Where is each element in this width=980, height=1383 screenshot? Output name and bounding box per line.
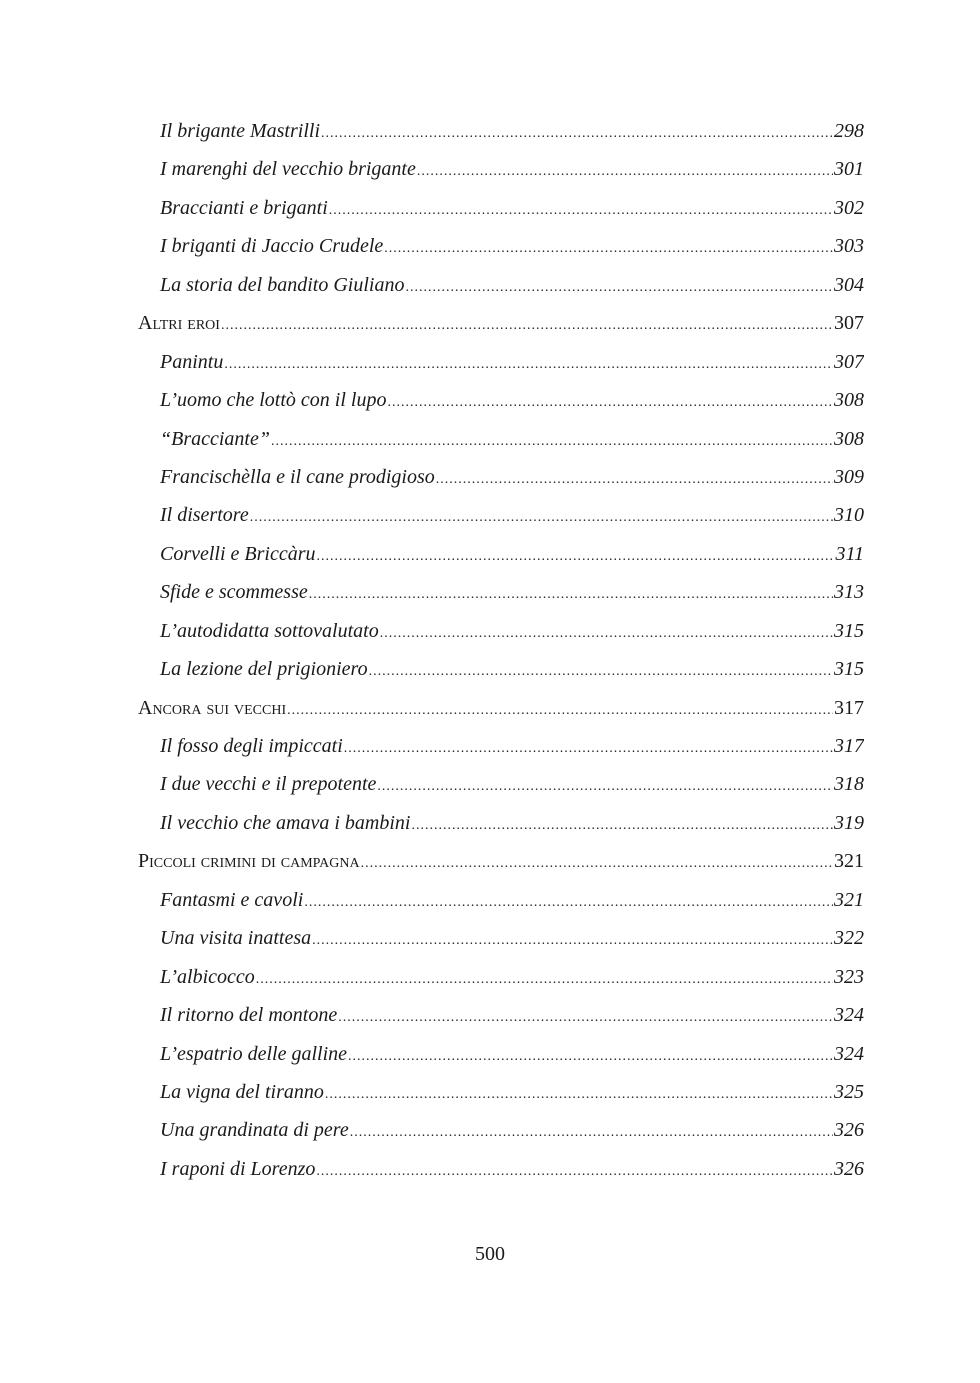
toc-title: L’uomo che lottò con il lupo bbox=[160, 389, 387, 412]
toc-title: Altri eroi bbox=[138, 312, 220, 335]
dot-leader bbox=[344, 730, 833, 765]
toc-title: I briganti di Jaccio Crudele bbox=[160, 235, 384, 258]
toc-title: I due vecchi e il prepotente bbox=[160, 773, 377, 796]
toc-title: Panintu bbox=[160, 350, 224, 373]
toc-entry bbox=[138, 1035, 864, 1073]
toc-title: Il disertore bbox=[160, 504, 249, 527]
toc-title: Il brigante Mastrilli bbox=[160, 120, 320, 142]
toc-entry bbox=[138, 227, 864, 265]
toc-page-number: 324 bbox=[834, 1004, 864, 1027]
toc-title: Braccianti e briganti bbox=[160, 196, 328, 219]
toc-title: La vigna del tiranno bbox=[160, 1080, 324, 1103]
toc-entry bbox=[138, 420, 864, 458]
toc-title: I marenghi del vecchio brigante bbox=[160, 158, 416, 181]
toc-title: L’espatrio delle galline bbox=[160, 1042, 348, 1065]
toc-entry bbox=[138, 343, 864, 381]
dot-leader bbox=[256, 961, 833, 996]
toc-page-number: 304 bbox=[834, 273, 864, 296]
toc-page-number: 324 bbox=[834, 1042, 864, 1065]
toc-title: L’autodidatta sottovalutato bbox=[160, 619, 379, 642]
toc-page-number: 313 bbox=[834, 581, 864, 604]
dot-leader bbox=[350, 1114, 833, 1149]
dot-leader bbox=[361, 845, 833, 880]
toc-entry bbox=[138, 1073, 864, 1111]
toc-entry bbox=[138, 804, 864, 842]
toc-entry bbox=[138, 381, 864, 419]
toc-page-number: 326 bbox=[834, 1157, 864, 1180]
toc-title: La storia del bandito Giuliano bbox=[160, 273, 405, 296]
dot-leader bbox=[321, 115, 833, 150]
toc-title: I raponi di Lorenzo bbox=[160, 1157, 316, 1180]
toc-entry bbox=[138, 958, 864, 996]
toc-title: “Bracciante” bbox=[160, 427, 270, 450]
toc-entry bbox=[138, 765, 864, 803]
toc-title: Il ritorno del montone bbox=[160, 1004, 338, 1027]
toc-entry bbox=[138, 1111, 864, 1149]
toc-page-number: 298 bbox=[834, 120, 864, 142]
toc-title: Francischèlla e il cane prodigioso bbox=[160, 465, 435, 488]
toc-page-number: 311 bbox=[835, 542, 864, 565]
dot-leader bbox=[329, 192, 833, 227]
toc-title: L’albicocco bbox=[160, 965, 255, 988]
toc-page-number: 322 bbox=[834, 927, 864, 950]
dot-leader bbox=[380, 615, 833, 650]
toc-page-number: 310 bbox=[834, 504, 864, 527]
dot-leader bbox=[436, 461, 833, 496]
dot-leader bbox=[271, 423, 833, 458]
dot-leader bbox=[224, 346, 833, 381]
dot-leader bbox=[312, 922, 833, 957]
toc-page-number: 325 bbox=[834, 1080, 864, 1103]
toc-title: Piccoli crimini di campagna bbox=[138, 850, 360, 873]
toc-title: Sfide e scommesse bbox=[160, 581, 308, 604]
toc-title: Ancora sui vecchi bbox=[138, 696, 287, 719]
toc-entry bbox=[138, 266, 864, 304]
dot-leader bbox=[250, 499, 833, 534]
page-number: 500 bbox=[475, 1243, 505, 1265]
toc-entry bbox=[138, 727, 864, 765]
toc-title: Il fosso degli impiccati bbox=[160, 735, 343, 757]
toc-entry bbox=[138, 919, 864, 957]
toc-title: Corvelli e Briccàru bbox=[160, 542, 316, 565]
toc-section-heading bbox=[138, 304, 864, 342]
dot-leader bbox=[317, 538, 835, 573]
toc-page-number: 323 bbox=[834, 965, 864, 988]
toc-title: Fantasmi e cavoli bbox=[160, 888, 304, 911]
toc-page-number: 319 bbox=[834, 811, 864, 834]
toc-title: La lezione del prigioniero bbox=[160, 658, 368, 681]
toc-page-number: 307 bbox=[834, 312, 864, 335]
dot-leader bbox=[387, 384, 833, 419]
toc-entry bbox=[138, 189, 864, 227]
toc-page-number: 321 bbox=[834, 850, 864, 873]
toc-title: Una grandinata di pere bbox=[160, 1119, 349, 1142]
toc-title: Il vecchio che amava i bambini bbox=[160, 811, 411, 834]
toc-entry bbox=[138, 573, 864, 611]
toc-entry bbox=[138, 458, 864, 496]
dot-leader bbox=[377, 768, 833, 803]
toc-entry bbox=[138, 881, 864, 919]
dot-leader bbox=[384, 230, 833, 265]
dot-leader bbox=[309, 576, 833, 611]
toc-title: Una visita inattesa bbox=[160, 927, 312, 950]
toc-page-number: 321 bbox=[834, 888, 864, 911]
dot-leader bbox=[417, 153, 833, 188]
toc-entry bbox=[138, 112, 864, 150]
toc-page-number: 308 bbox=[834, 427, 864, 450]
toc-page-number: 326 bbox=[834, 1119, 864, 1142]
toc-page-number: 317 bbox=[834, 696, 864, 719]
dot-leader bbox=[369, 653, 833, 688]
dot-leader bbox=[221, 307, 833, 342]
toc-page-number: 303 bbox=[834, 235, 864, 258]
toc-page-number: 307 bbox=[834, 350, 864, 373]
toc-page-number: 301 bbox=[834, 158, 864, 181]
dot-leader bbox=[338, 999, 833, 1034]
dot-leader bbox=[405, 269, 833, 304]
toc-entry bbox=[138, 1150, 864, 1188]
toc-section-heading bbox=[138, 842, 864, 880]
table-of-contents bbox=[138, 112, 864, 1188]
dot-leader bbox=[325, 1076, 833, 1111]
toc-page-number: 315 bbox=[834, 658, 864, 681]
toc-entry bbox=[138, 535, 864, 573]
toc-entry bbox=[138, 650, 864, 688]
toc-section-heading bbox=[138, 689, 864, 727]
dot-leader bbox=[287, 692, 833, 727]
toc-entry bbox=[138, 496, 864, 534]
toc-page-number: 317 bbox=[834, 735, 864, 757]
dot-leader bbox=[411, 807, 833, 842]
toc-page-number: 309 bbox=[834, 465, 864, 488]
dot-leader bbox=[304, 884, 833, 919]
toc-entry bbox=[138, 612, 864, 650]
dot-leader bbox=[316, 1153, 833, 1188]
toc-page-number: 302 bbox=[834, 196, 864, 219]
toc-page-number: 308 bbox=[834, 389, 864, 412]
dot-leader bbox=[348, 1038, 833, 1073]
toc-entry bbox=[138, 996, 864, 1034]
toc-page-number: 315 bbox=[834, 619, 864, 642]
toc-entry bbox=[138, 150, 864, 188]
toc-page-number: 318 bbox=[834, 773, 864, 796]
